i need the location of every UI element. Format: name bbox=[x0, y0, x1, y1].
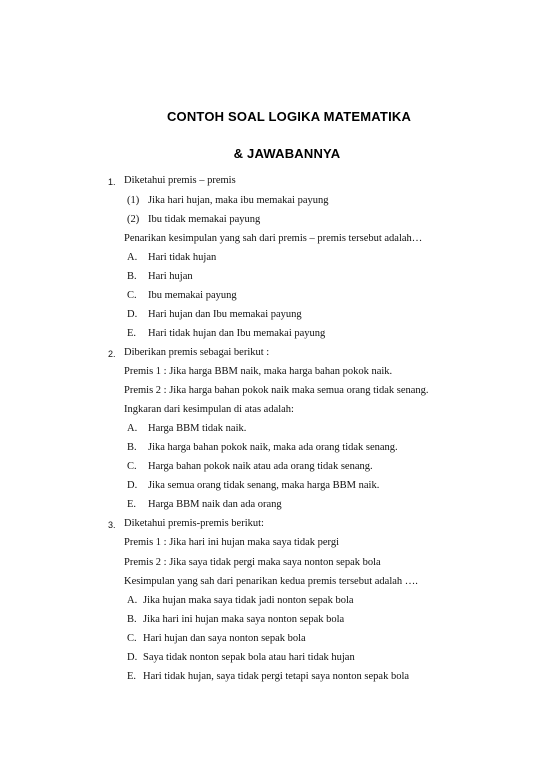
question-prompt: Ingkaran dari kesimpulan di atas adalah: bbox=[124, 404, 294, 415]
option-label: B. bbox=[127, 442, 137, 453]
question-number: 1. bbox=[108, 177, 116, 187]
option-label: A. bbox=[127, 595, 138, 606]
premise-text: Premis 2 : Jika saya tidak pergi maka saya nonton sepak bola bbox=[124, 557, 381, 568]
option-text: Hari hujan bbox=[148, 271, 193, 282]
option-label: E. bbox=[127, 499, 137, 510]
document-subtitle: & JAWABANNYA bbox=[233, 146, 341, 161]
option-label: A. bbox=[127, 423, 138, 434]
premise-label: (1) bbox=[127, 195, 140, 206]
premise-text: Jika hari hujan, maka ibu memakai payung bbox=[148, 195, 329, 206]
option-label: B. bbox=[127, 271, 137, 282]
option-text: Harga bahan pokok naik atau ada orang tidak senang. bbox=[148, 461, 373, 472]
premise-text: Premis 2 : Jika harga bahan pokok naik maka semua orang tidak senang. bbox=[124, 385, 429, 396]
question-prompt: Penarikan kesimpulan yang sah dari premis – premis tersebut adalah… bbox=[124, 233, 423, 244]
question-stem: Diketahui premis-premis berikut: bbox=[124, 518, 264, 529]
question-prompt: Kesimpulan yang sah dari penarikan kedua premis tersebut adalah …. bbox=[124, 576, 418, 587]
option-text: Hari tidak hujan, saya tidak pergi tetapi saya nonton sepak bola bbox=[143, 671, 410, 682]
option-label: C. bbox=[127, 290, 137, 301]
question-number: 2. bbox=[108, 349, 116, 359]
option-text: Hari hujan dan saya nonton sepak bola bbox=[143, 633, 306, 644]
premise-text: Premis 1 : Jika harga BBM naik, maka harga bahan pokok naik. bbox=[124, 366, 393, 377]
option-label: D. bbox=[127, 652, 138, 663]
option-label: E. bbox=[127, 671, 137, 682]
option-label: D. bbox=[127, 480, 138, 491]
option-label: D. bbox=[127, 309, 138, 320]
question-number: 3. bbox=[108, 520, 116, 530]
option-label: C. bbox=[127, 461, 137, 472]
option-label: C. bbox=[127, 633, 137, 644]
option-text: Jika harga bahan pokok naik, maka ada orang tidak senang. bbox=[148, 442, 398, 453]
option-text: Harga BBM tidak naik. bbox=[148, 423, 247, 434]
option-text: Hari hujan dan Ibu memakai payung bbox=[148, 309, 302, 320]
question-stem: Diketahui premis – premis bbox=[124, 175, 236, 186]
premise-text: Ibu tidak memakai payung bbox=[148, 214, 261, 225]
option-text: Jika hujan maka saya tidak jadi nonton sepak bola bbox=[143, 595, 354, 606]
option-text: Hari tidak hujan bbox=[148, 252, 217, 263]
option-text: Jika semua orang tidak senang, maka harga BBM naik. bbox=[148, 480, 380, 491]
question-stem: Diberikan premis sebagai berikut : bbox=[124, 347, 270, 358]
premise-label: (2) bbox=[127, 214, 140, 225]
option-text: Harga BBM naik dan ada orang bbox=[148, 499, 282, 510]
document-title: CONTOH SOAL LOGIKA MATEMATIKA bbox=[166, 109, 412, 124]
option-label: E. bbox=[127, 328, 137, 339]
premise-text: Premis 1 : Jika hari ini hujan maka saya tidak pergi bbox=[124, 537, 340, 548]
option-label: A. bbox=[127, 252, 138, 263]
option-label: B. bbox=[127, 614, 137, 625]
option-text: Hari tidak hujan dan Ibu memakai payung bbox=[148, 328, 326, 339]
option-text: Saya tidak nonton sepak bola atau hari tidak hujan bbox=[143, 652, 355, 663]
option-text: Ibu memakai payung bbox=[148, 290, 237, 301]
option-text: Jika hari ini hujan maka saya nonton sepak bola bbox=[143, 614, 345, 625]
